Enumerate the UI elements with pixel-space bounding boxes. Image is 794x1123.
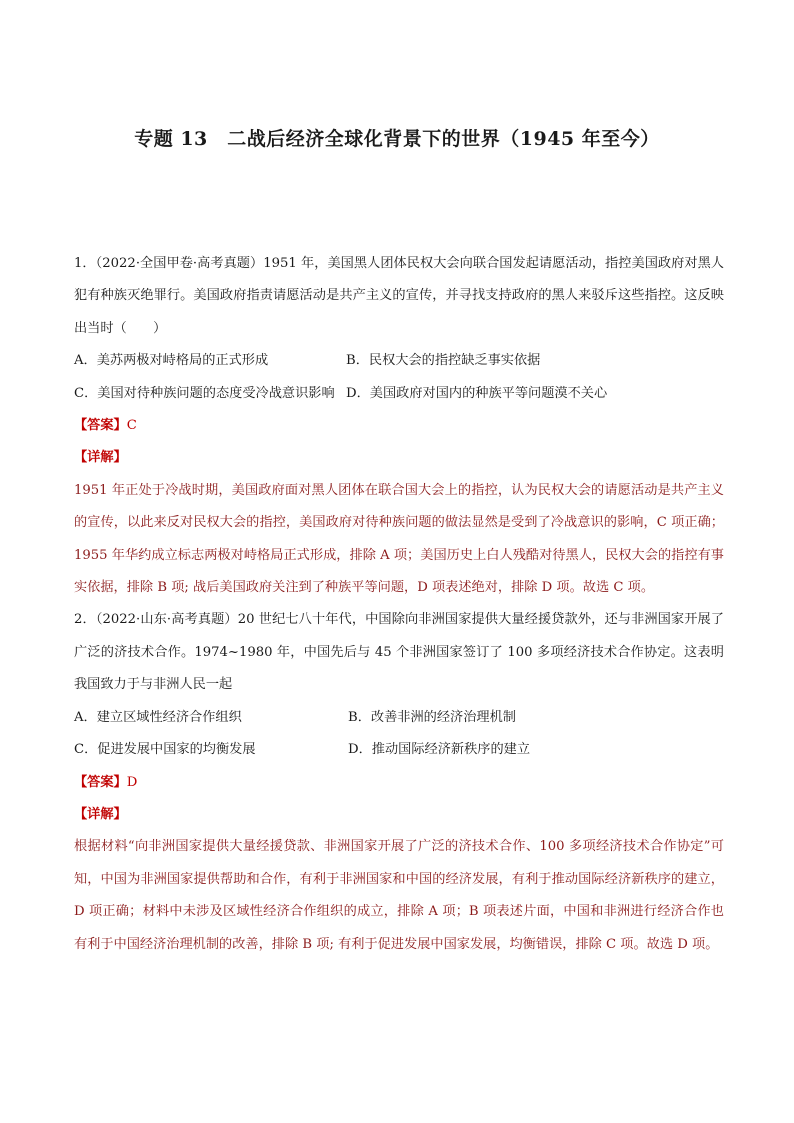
answer-label: 【答案】 — [74, 418, 127, 434]
option-list — [74, 702, 724, 767]
option-b: B．改善非洲的经济治理机制 — [348, 709, 516, 725]
detail-label: 【详解】 — [74, 806, 127, 822]
detail-line — [74, 799, 724, 831]
explanation: 1951 年正处于冷战时期，美国政府面对黑人团体在联合国大会上的指控，认为民权大会的请愿活动是共产主义的宣传，以此来反对民权大会的指控，美国政府对待种族问题的做法显然是受到了冷战意识的影响，C 项正确；1955 年华约成立标志两极对峙格局正式形成，排除 A 项；美国历史上白人残酷对待黑人，民权大会的指控有事实依据，排除 B 项; 战后美国政府关注到了种族平等问题，D 项表述绝对，排除 D 项。故选 C 项。 — [74, 482, 724, 596]
answer-label: 【答案】 — [74, 774, 127, 790]
page-title: 专题 13 二战后经济全球化背景下的世界（1945 年至今） — [134, 128, 660, 150]
answer-value: C — [126, 418, 137, 434]
answer-line — [74, 767, 724, 799]
detail-label: 【详解】 — [74, 450, 127, 466]
option-d: D．美国政府对国内的种族平等问题漠不关心 — [346, 385, 608, 401]
option-a: A．美苏两极对峙格局的正式形成 — [74, 353, 269, 369]
detail-line — [74, 442, 724, 474]
option-d: D．推动国际经济新秩序的建立 — [348, 742, 531, 758]
option-b: B．民权大会的指控缺乏事实依据 — [346, 353, 541, 369]
option-a: A．建立区域性经济合作组织 — [74, 709, 242, 725]
question-stem: 1．（2022·全国甲卷·高考真题）1951 年，美国黑人团体民权大会向联合国发起请愿活动，指控美国政府对黑人犯有种族灭绝罪行。美国政府指责请愿活动是共产主义的宣传，并寻找支持政府的黑人来驳斥这些指控。这反映出当时（ ） — [74, 256, 724, 336]
option-c: C．促进发展中国家的均衡发展 — [74, 742, 256, 758]
option-c: C．美国对待种族问题的态度受冷战意识影响 — [74, 385, 335, 401]
question-2 — [74, 604, 724, 960]
question-stem: 2．（2022·山东·高考真题）20 世纪七八十年代，中国除向非洲国家提供大量经援贷款外，还与非洲国家开展了广泛的济技术合作。1974~1980 年，中国先后与 45 个非洲国家签订了 100 多项经济技术合作协定。这表明我国致力于与非洲人民一起 — [74, 612, 724, 693]
question-1 — [74, 248, 724, 604]
answer-line — [74, 410, 724, 442]
document-body — [74, 248, 724, 961]
explanation: 根据材料“向非洲国家提供大量经援贷款、非洲国家开展了广泛的济技术合作、100 多项经济技术合作协定”可知，中国为非洲国家提供帮助和合作，有利于非洲国家和中国的经济发展，有利于推动国际经济新秩序的建立，D 项正确；材料中未涉及区域性经济合作组织的成立，排除 A 项；B 项表述片面，中国和非洲进行经济合作也有利于中国经济治理机制的改善，排除 B 项; 有利于促进发展中国家发展，均衡错误，排除 C 项。故选 D 项。 — [74, 839, 724, 952]
answer-value: D — [126, 774, 138, 790]
option-list — [74, 345, 724, 410]
